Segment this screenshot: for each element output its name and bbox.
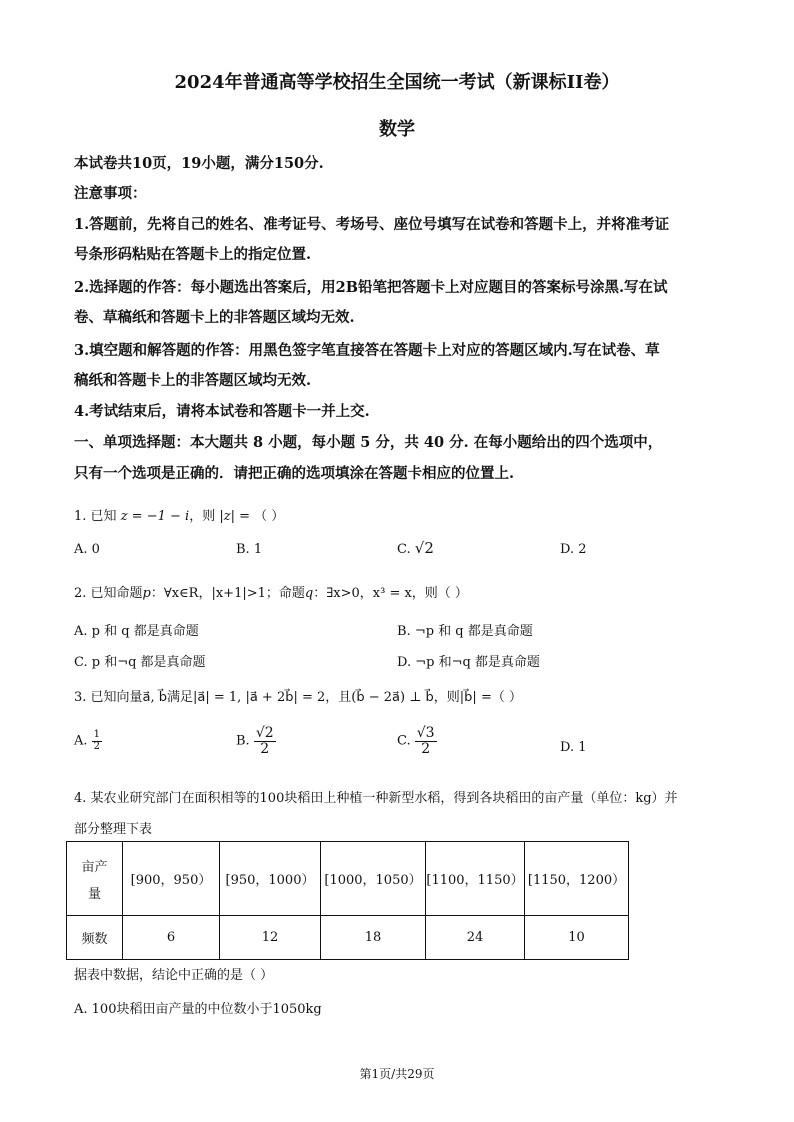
page-footer: 第1页/共29页: [359, 1067, 435, 1081]
q2-q-statement: ：∃x>0，x³ = x，则（ ）: [313, 586, 468, 601]
notice-item-1-line-1: 1.答题前，先将自己的姓名、准考证号、考场号、座位号填写在试卷和答题卡上，并将准考证: [74, 216, 670, 233]
q1-option-d: D. 2: [560, 542, 587, 557]
question-4-prompt: 据表中数据，结论中正确的是（ ）: [74, 968, 274, 983]
q3-option-b-fraction: [254, 726, 276, 756]
q1-blank: （ ）: [254, 509, 285, 524]
q3-option-a-fraction: [92, 730, 102, 752]
table-cell: 18: [321, 916, 426, 960]
section-1-heading-line-2: 只有一个选项是正确的．请把正确的选项填涂在答题卡相应的位置上.: [74, 465, 515, 482]
question-2: [74, 582, 468, 601]
q2-p: p: [142, 586, 151, 601]
q3-option-a: [74, 730, 102, 752]
q1-mid: ，则: [189, 509, 216, 524]
table-cell: 24: [426, 916, 525, 960]
yield-label-line-1: 亩产: [81, 859, 108, 875]
notice-item-2-line-2: 卷、草稿纸和答题卡上的非答题区域均无效.: [74, 309, 355, 326]
question-4-line-2: 部分整理下表: [74, 822, 153, 837]
q1-formula: z = −1 − i: [120, 509, 190, 524]
notice-heading: 注意事项：: [74, 185, 147, 202]
exam-intro: 本试卷共10页，19小题，满分150分.: [74, 155, 324, 172]
subject-title: 数学: [379, 119, 415, 140]
table-cell: [900，950）: [123, 842, 220, 916]
q3-option-a-label: A.: [74, 733, 88, 749]
q2-q: q: [304, 586, 314, 601]
q2-option-d: D. ¬p 和¬q 都是真命题: [397, 655, 540, 670]
q2-option-a: A. p 和 q 都是真命题: [74, 624, 199, 639]
q1-option-c-label: C.: [397, 542, 411, 557]
q3-option-d: D. 1: [560, 740, 587, 755]
q3-option-c-label: C.: [397, 733, 411, 749]
notice-item-1-line-2: 号条形码粘贴在答题卡上的指定位置.: [74, 246, 312, 263]
table-cell: 12: [220, 916, 321, 960]
q3-option-b-label: B.: [236, 733, 250, 749]
yield-frequency-table: [66, 841, 629, 960]
table-cell: [1000，1050）: [321, 842, 426, 916]
table-row: [67, 916, 629, 960]
table-cell: 6: [123, 916, 220, 960]
q1-prefix: 1. 已知: [74, 509, 117, 524]
q2-p-statement: ：∀x∈R，|x+1|>1；命题: [150, 586, 305, 601]
question-3: 3. 已知向量a⃗, b⃗满足|a⃗| = 1, |a⃗ + 2b⃗| = 2，且(b⃗ − 2a⃗) ⊥ b⃗，则|b⃗| =（ ）: [74, 690, 522, 705]
notice-item-3-line-1: 3.填空题和解答题的作答：用黑色签字笔直接答在答题卡上对应的答题区域内.写在试卷、草: [74, 342, 660, 359]
q3-option-c: [397, 726, 437, 756]
table-header-cell: [67, 842, 123, 916]
notice-item-2-line-1: 2.选择题的作答：每小题选出答案后，用2B铅笔把答题卡上对应题目的答案标号涂黑.写在试: [74, 279, 668, 296]
exam-title: 2024年普通高等学校招生全国统一考试（新课标II卷）: [174, 72, 620, 93]
q4-option-a: A. 100块稻田亩产量的中位数小于1050kg: [74, 1002, 322, 1017]
notice-item-4: 4.考试结束后，请将本试卷和答题卡一并上交.: [74, 403, 370, 420]
question-4-line-1: 4. 某农业研究部门在面积相等的100块稻田上种植一种新型水稻，得到各块稻田的亩产量（单位：kg）并: [74, 791, 678, 806]
fraction-denominator: 2: [421, 740, 431, 757]
fraction-denominator: 2: [93, 740, 101, 752]
table-header-cell: 频数: [67, 916, 123, 960]
q3-option-c-fraction: [415, 726, 437, 756]
q2-option-b: B. ¬p 和 q 都是真命题: [397, 624, 533, 639]
q1-option-c: [397, 539, 434, 557]
q2-option-c: C. p 和¬q 都是真命题: [74, 655, 206, 670]
question-1: [74, 505, 284, 524]
yield-label-line-2: 量: [87, 886, 101, 902]
fraction-numerator: 1: [93, 729, 101, 740]
table-cell: [950，1000）: [220, 842, 321, 916]
fraction-numerator: √3: [416, 725, 435, 741]
q1-target: |z| =: [219, 509, 250, 524]
fraction-denominator: 2: [260, 740, 270, 757]
q1-option-b: B. 1: [236, 542, 263, 557]
q1-option-a: A. 0: [74, 542, 100, 557]
notice-item-3-line-2: 稿纸和答题卡上的非答题区域均无效.: [74, 372, 312, 389]
table-row: [67, 842, 629, 916]
table-cell: [1150，1200）: [525, 842, 629, 916]
table-cell: [1100，1150）: [426, 842, 525, 916]
q2-prefix: 2. 已知命题: [74, 586, 143, 601]
section-1-heading-line-1: 一、单项选择题：本大题共 8 小题，每小题 5 分，共 40 分. 在每小题给出的四个选项中，: [74, 434, 663, 451]
q3-option-b: [236, 726, 276, 756]
fraction-numerator: √2: [255, 725, 274, 741]
table-cell: 10: [525, 916, 629, 960]
q1-option-c-value: √2: [414, 539, 434, 557]
